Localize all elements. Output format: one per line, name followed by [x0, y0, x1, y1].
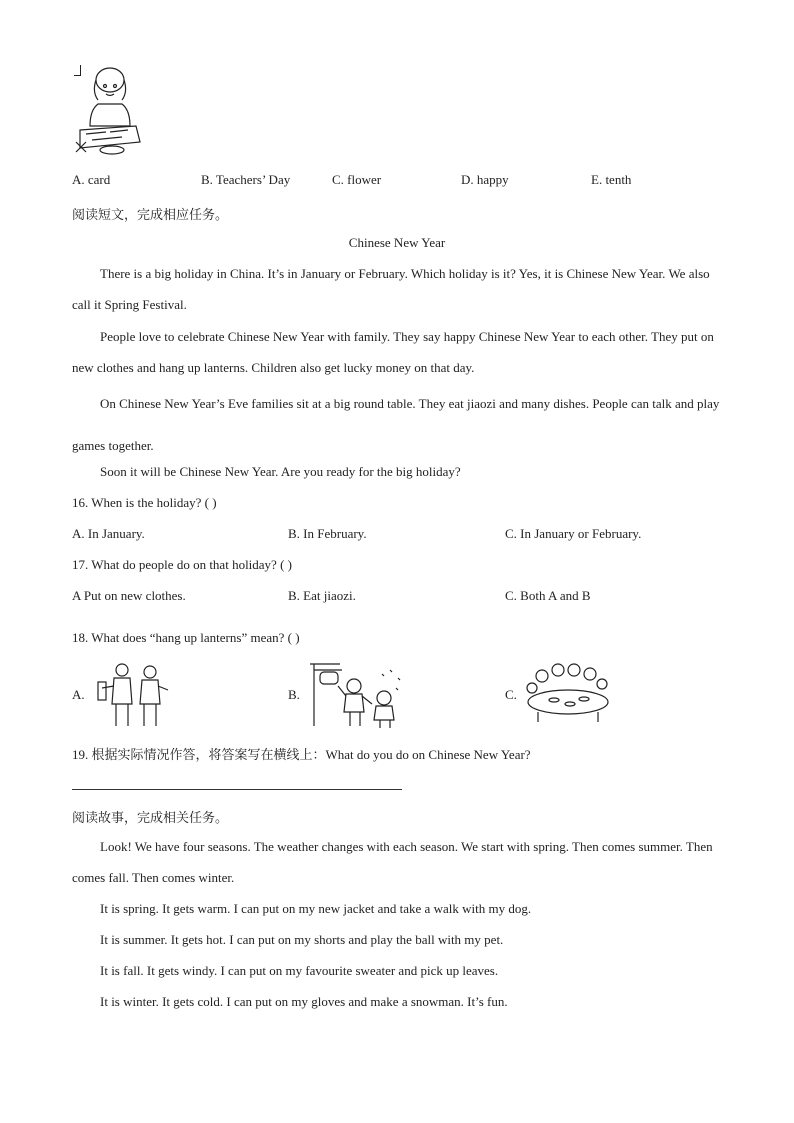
option-e: E. tenth: [591, 172, 632, 187]
q18-option-b-label: B.: [288, 687, 300, 702]
option-d: D. happy: [461, 172, 509, 187]
passage-title: Chinese New Year: [348, 235, 446, 250]
story-paragraph-2: It is spring. It gets warm. I can put on my new jacket and take a walk with my dog.: [100, 901, 532, 916]
q17-option-a: A Put on new clothes.: [72, 588, 186, 603]
question-16: 16. When is the holiday? ( ): [72, 495, 217, 510]
question-19: 19. 根据实际情况作答，将答案写在横线上：What do you do on Chinese New Year?: [72, 747, 531, 762]
story-paragraph-4: It is fall. It gets windy. I can put on my favourite sweater and pick up leaves.: [100, 963, 499, 978]
family-dinner-illustration: [524, 662, 612, 724]
q18-option-a-label: A.: [72, 687, 85, 702]
question-18: 18. What does “hang up lanterns” mean? ( ): [72, 630, 300, 645]
couple-greeting-illustration: [92, 662, 176, 728]
question-17: 17. What do people do on that holiday? ( ): [72, 557, 292, 572]
passage-paragraph-4: Soon it will be Chinese New Year. Are you ready for the big holiday?: [100, 464, 461, 479]
story-paragraph-1: Look! We have four seasons. The weather changes with each season. We start with spring. Then comes summer. Then comes fall. Then comes winter.: [72, 839, 713, 885]
passage-paragraph-2: People love to celebrate Chinese New Year with family. They say happy Chinese New Year to each other. They put on new clothes and hang up lanterns. Children also get lucky money on that day.: [72, 329, 714, 375]
q18-option-c-label: C.: [505, 687, 517, 702]
passage-paragraph-3: On Chinese New Year’s Eve families sit at a big round table. They eat jiaozi and many dishes. People can talk and play games together.: [72, 396, 720, 453]
q17-option-b: B. Eat jiaozi.: [288, 588, 356, 603]
section2-instruction: 阅读故事，完成相关任务。: [72, 810, 229, 825]
section1-instruction: 阅读短文，完成相应任务。: [72, 207, 229, 222]
option-a: A. card: [72, 172, 111, 187]
girl-making-card-illustration: [72, 64, 142, 160]
q16-option-b: B. In February.: [288, 526, 367, 541]
answer-line[interactable]: [72, 789, 402, 790]
option-b: B. Teachers’ Day: [201, 172, 291, 187]
story-paragraph-5: It is winter. It gets cold. I can put on my gloves and make a snowman. It’s fun.: [100, 994, 508, 1009]
q17-option-c: C. Both A and B: [505, 588, 591, 603]
hanging-lantern-illustration: [306, 660, 406, 730]
story-paragraph-3: It is summer. It gets hot. I can put on my shorts and play the ball with my pet.: [100, 932, 504, 947]
q16-option-a: A. In January.: [72, 526, 145, 541]
option-c: C. flower: [332, 172, 382, 187]
passage-paragraph-1: There is a big holiday in China. It’s in January or February. Which holiday is it? Yes, it is Chinese New Year. We also call it Spring Festival.: [72, 266, 710, 312]
q16-option-c: C. In January or February.: [505, 526, 642, 541]
